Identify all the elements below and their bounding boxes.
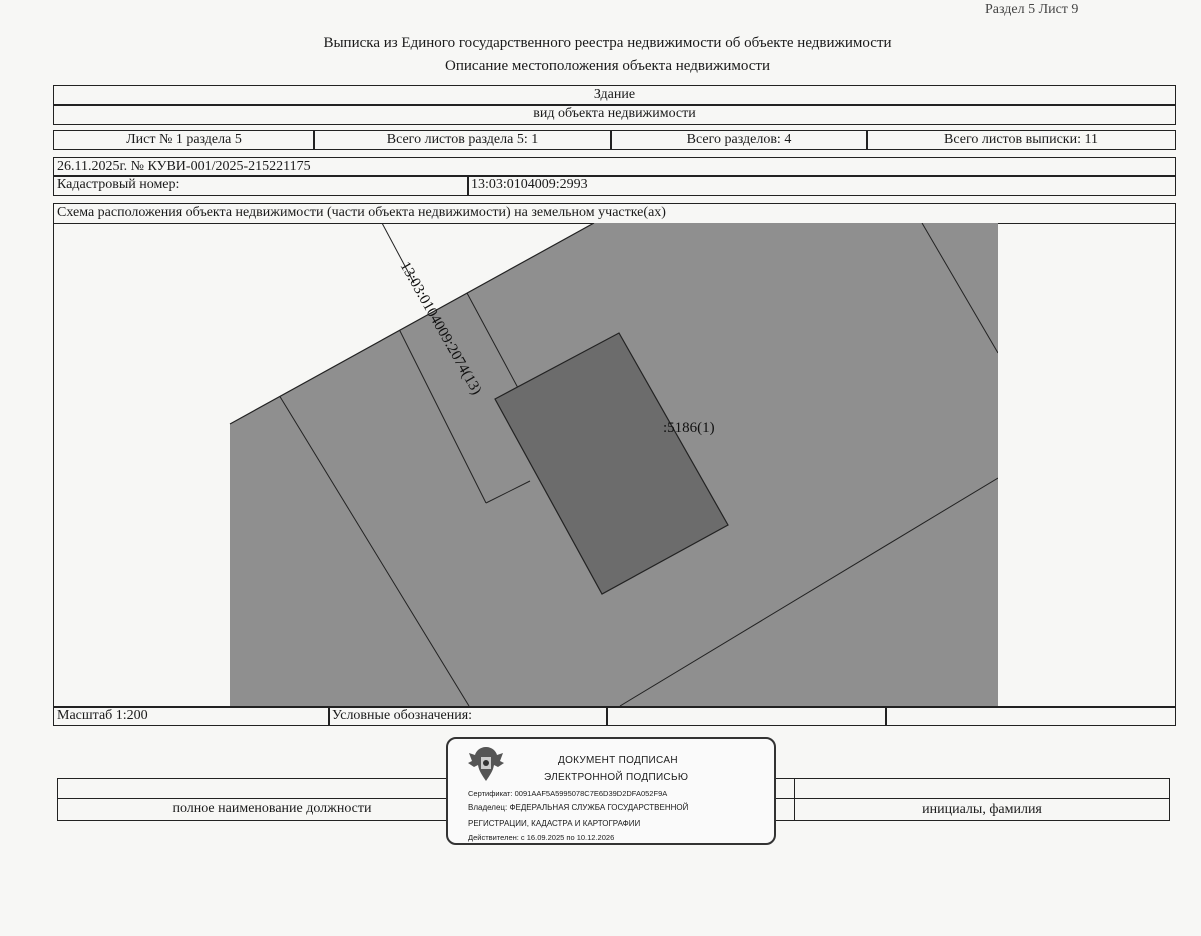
stamp-validity: Действителен: с 16.09.2025 по 10.12.2026 — [468, 833, 615, 842]
cadastral-value-cell — [467, 175, 1176, 196]
total-sheets-extract-cell — [866, 130, 1176, 150]
total-sections: Всего разделов: 4 — [686, 132, 792, 147]
object-type-cell — [53, 85, 1176, 106]
scheme-title-cell — [53, 203, 1176, 224]
cadastral-label: Кадастровый номер: — [57, 177, 180, 192]
scheme-title: Схема расположения объекта недвижимости (части объекта недвижимости) на земельном участке(ах) — [57, 205, 666, 220]
document-subtitle: Описание местоположения объекта недвижимости — [445, 58, 770, 74]
name-caption: инициалы, фамилия — [922, 802, 1042, 817]
record-number-cell — [53, 157, 1176, 177]
stamp-owner-2: РЕГИСТРАЦИИ, КАДАСТРА И КАРТОГРАФИИ — [468, 819, 641, 828]
stamp-certificate: Сертификат: 0091AAF5A5995078C7E6D39D2DFA052F9A — [468, 789, 668, 798]
legend-empty-cell — [606, 706, 887, 726]
object-type-value: Здание — [593, 87, 636, 102]
e-signature-stamp — [446, 737, 776, 845]
page-corner-label: Раздел 5 Лист 9 — [985, 2, 1079, 17]
stamp-line-2: ЭЛЕКТРОННОЙ ПОДПИСЬЮ — [544, 772, 689, 783]
legend-empty-cell — [885, 706, 1176, 726]
parcel-cadastral-label: 13:03:0104009:2074(13) — [396, 259, 485, 398]
stamp-line-1: ДОКУМЕНТ ПОДПИСАН — [558, 755, 678, 766]
scale-cell — [53, 706, 330, 726]
total-sections-cell — [610, 130, 868, 150]
building-label: :5186(1) — [663, 420, 715, 436]
location-map — [54, 223, 1172, 706]
sheet-number: Лист № 1 раздела 5 — [126, 132, 242, 147]
legend-cell — [328, 706, 608, 726]
cadastral-number: 13:03:0104009:2993 — [471, 177, 588, 192]
sheet-number-cell — [53, 130, 315, 150]
document-title: Выписка из Единого государственного реестра недвижимости об объекте недвижимости — [323, 35, 892, 51]
cadastral-label-cell — [53, 175, 469, 196]
object-type-caption-cell — [53, 104, 1176, 125]
position-caption: полное наименование должности — [172, 801, 372, 816]
legend-label: Условные обозначения: — [332, 708, 473, 723]
coat-of-arms-icon — [466, 743, 506, 785]
record-date-number: 26.11.2025г. № КУВИ-001/2025-215221175 — [57, 159, 311, 174]
total-sheets-extract: Всего листов выписки: 11 — [944, 132, 1098, 147]
total-sheets-section-cell — [313, 130, 612, 150]
map-scale: Масштаб 1:200 — [57, 708, 148, 723]
total-sheets-section: Всего листов раздела 5: 1 — [386, 132, 539, 147]
object-type-caption: вид объекта недвижимости — [533, 106, 696, 121]
stamp-owner-1: Владелец: ФЕДЕРАЛЬНАЯ СЛУЖБА ГОСУДАРСТВЕННОЙ — [468, 803, 689, 812]
